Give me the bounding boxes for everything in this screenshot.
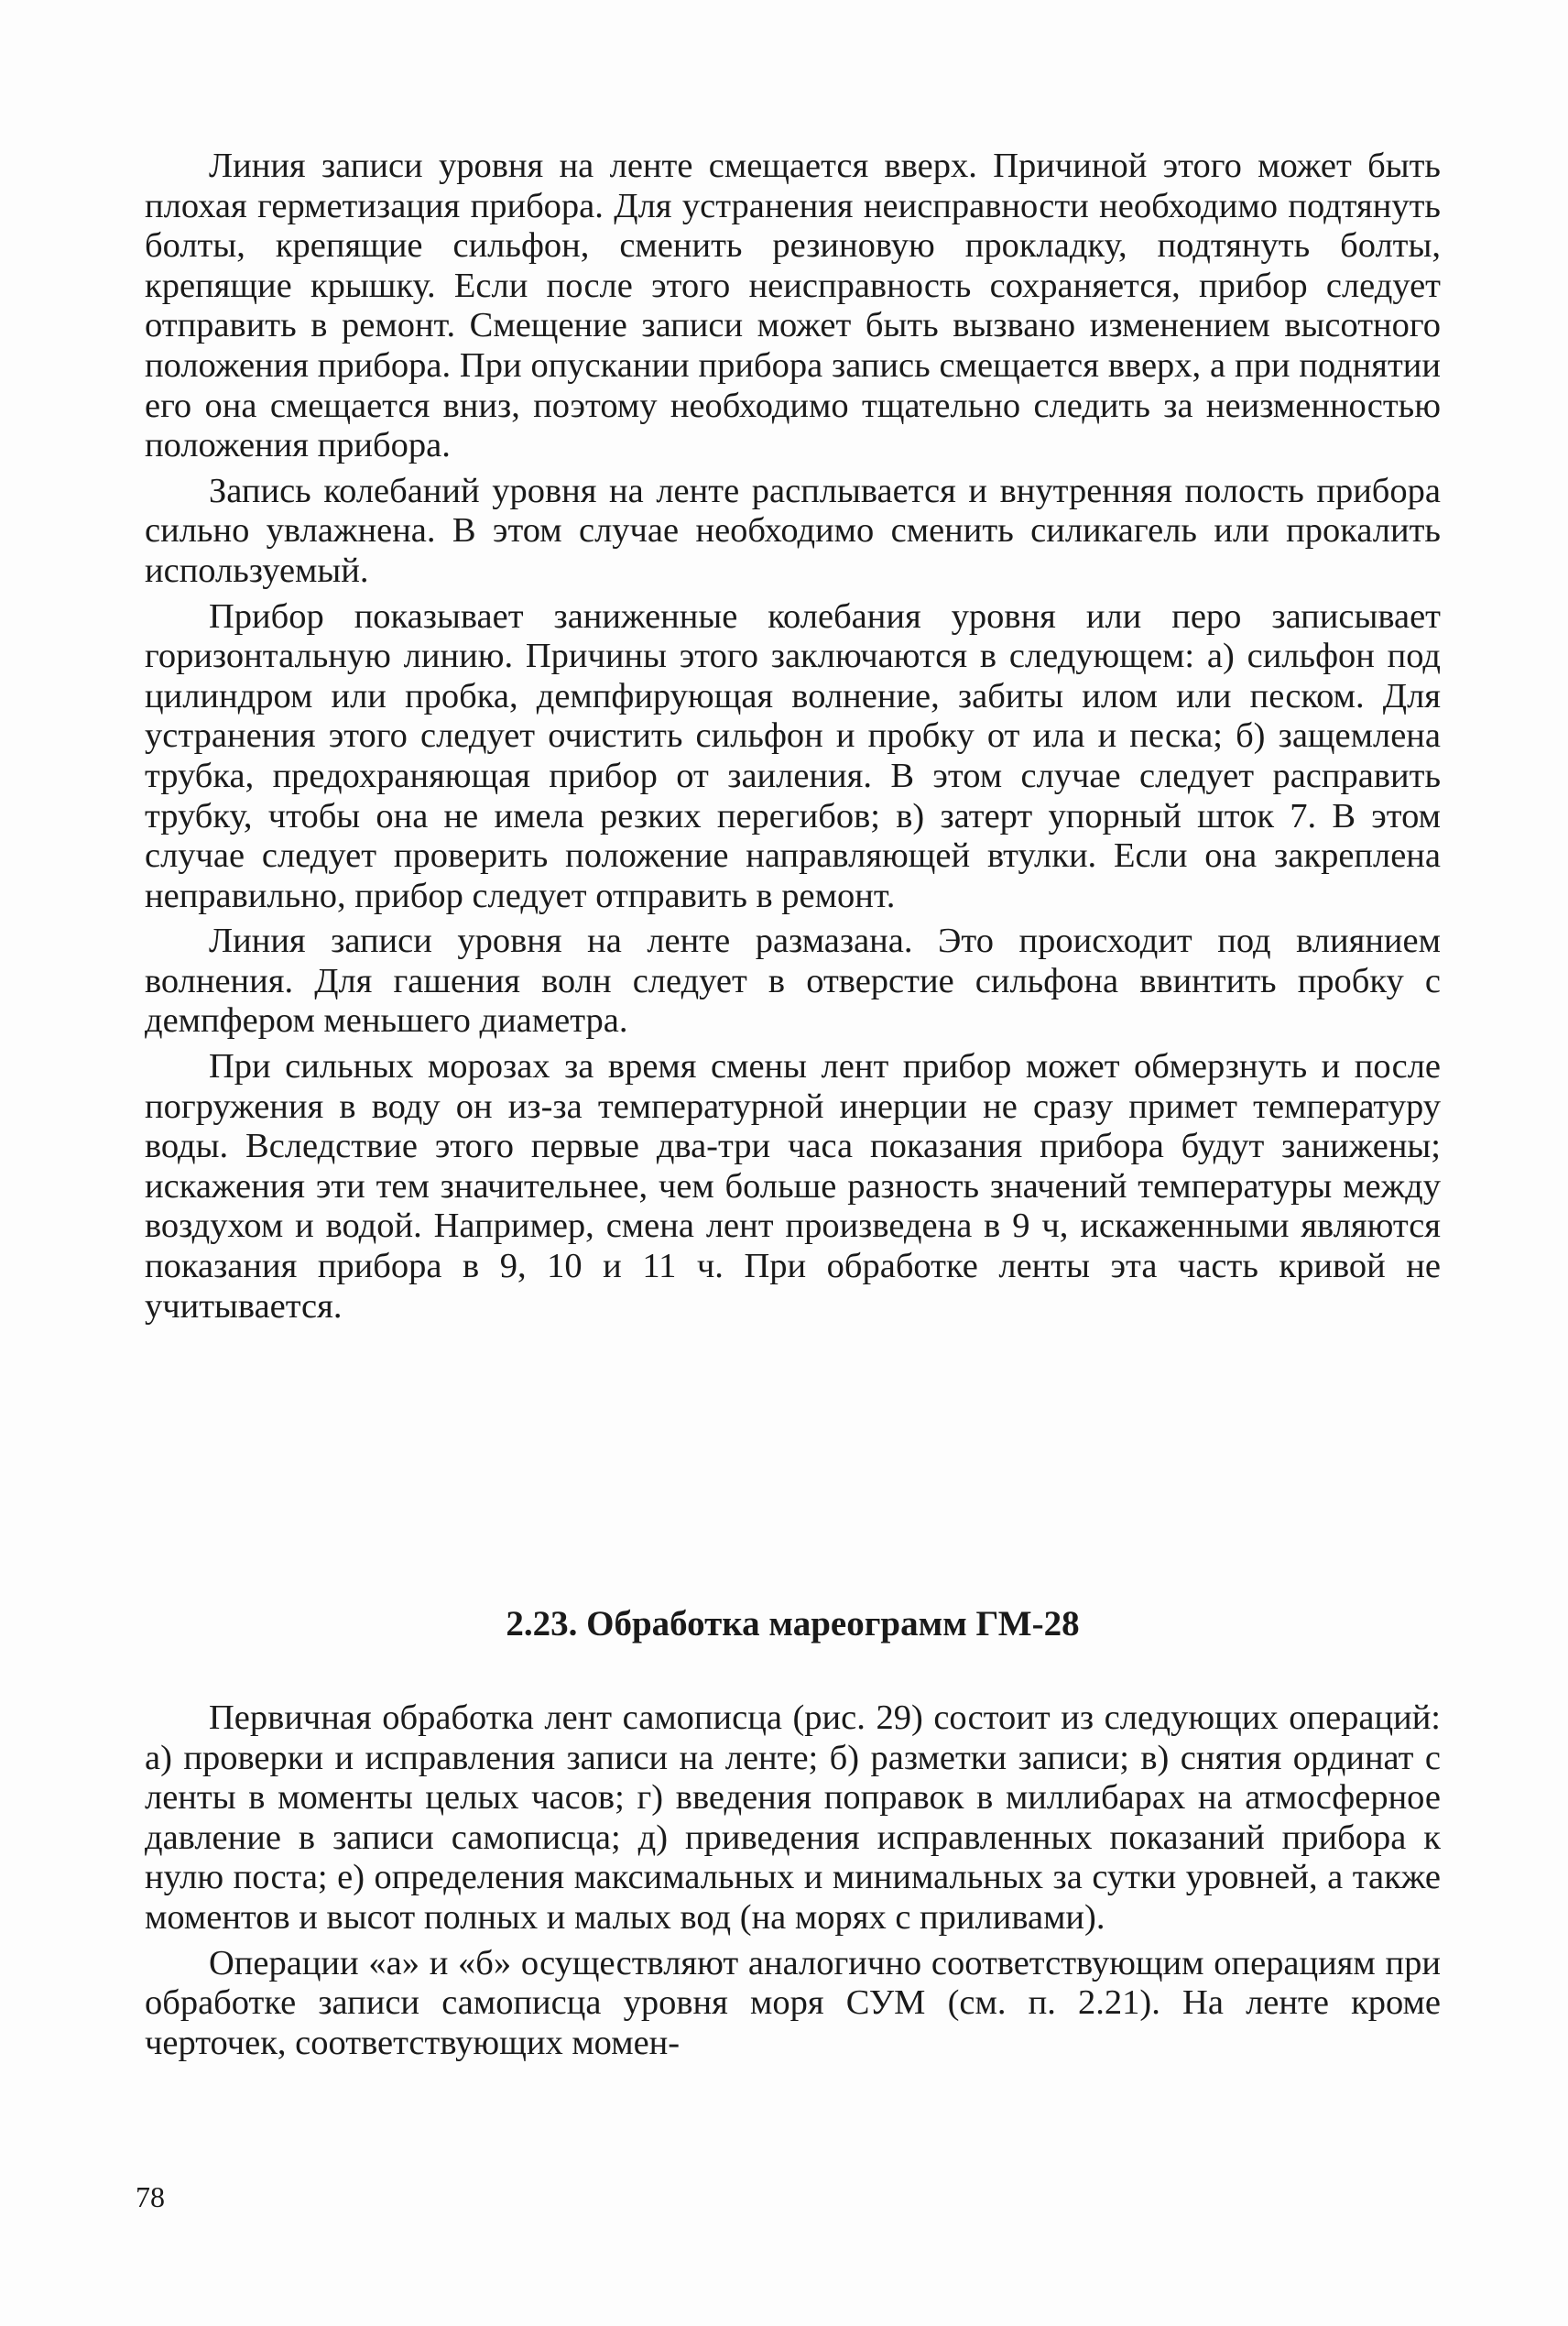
top-text-block	[145, 147, 1441, 1327]
paragraph-operations: Операции «а» и «б» осуществляют аналогично соответствующим операциям при обработке записи самописца уровня моря СУМ (см. п. 2.21). На ленте кроме черточек, соответствующих момен-	[145, 1943, 1441, 2062]
bottom-text-block	[145, 1698, 1441, 2063]
paragraph-blurred-record: Запись колебаний уровня на ленте расплывается и внутренняя полость прибора сильно увлажнена. В этом случае необходимо сменить силикагель или прокалить используемый.	[145, 471, 1441, 590]
paragraph-low-readings: Прибор показывает заниженные колебания уровня или перо записывает горизонтальную линию. Причины этого заключаются в следующем: а) сильфон под цилиндром или пробка, демпфирующая волнение, забиты илом или песком. Для устранения этого следует очистить сильфон и пробку от ила и песка; б) защемлена трубка, предохраняющая прибор от заиления. В этом случае следует расправить трубку, чтобы она не имела резких перегибов; в) затерт упорный шток 7. В этом случае следует проверить положение направляющей втулки. Если она закреплена неправильно, прибор следует отправить в ремонт.	[145, 596, 1441, 915]
paragraph-frost: При сильных морозах за время смены лент прибор может обмерзнуть и после погружения в воду он из-за температурной инерции не сразу примет температуру воды. Вследствие этого первые два-три часа показания прибора будут занижены; искажения эти тем значительнее, чем больше разность значений температуры между воздухом и водой. Например, смена лент произведена в 9 ч, искаженными являются показания прибора в 9, 10 и 11 ч. При обработке ленты эта часть кривой не учитывается.	[145, 1047, 1441, 1326]
paragraph-level-shift: Линия записи уровня на ленте смещается вверх. Причиной этого может быть плохая герметизация прибора. Для устранения неисправности необходимо подтянуть болты, крепящие сильфон, сменить резиновую прокладку, подтянуть болты, крепящие крышку. Если после этого неисправность сохраняется, прибор следует отправить в ремонт. Смещение записи может быть вызвано изменением высотного положения прибора. При опускании прибора запись смещается вверх, а при поднятии его она смещается вниз, поэтому необходимо тщательно следить за неизменностью положения прибора.	[145, 147, 1441, 465]
page-number: 78	[136, 2180, 165, 2213]
section-heading: 2.23. Обработка мареограмм ГМ-28	[506, 1604, 1080, 1643]
paragraph-primary-processing: Первичная обработка лент самописца (рис. 29) состоит из следующих операций: а) проверки и исправления записи на ленте; б) разметки записи; в) снятия ординат с ленты в моменты целых часов; г) введения поправок в миллибарах на атмосферное давление в записи самописца; д) приведения исправленных показаний прибора к нулю поста; е) определения максимальных и минимальных за сутки уровней, а также моментов и высот полных и малых вод (на морях с приливами).	[145, 1698, 1441, 1937]
paragraph-smeared-line: Линия записи уровня на ленте размазана. Это происходит под влиянием волнения. Для гашения волн следует в отверстие сильфона ввинтить пробку с демпфером меньшего диаметра.	[145, 922, 1441, 1041]
